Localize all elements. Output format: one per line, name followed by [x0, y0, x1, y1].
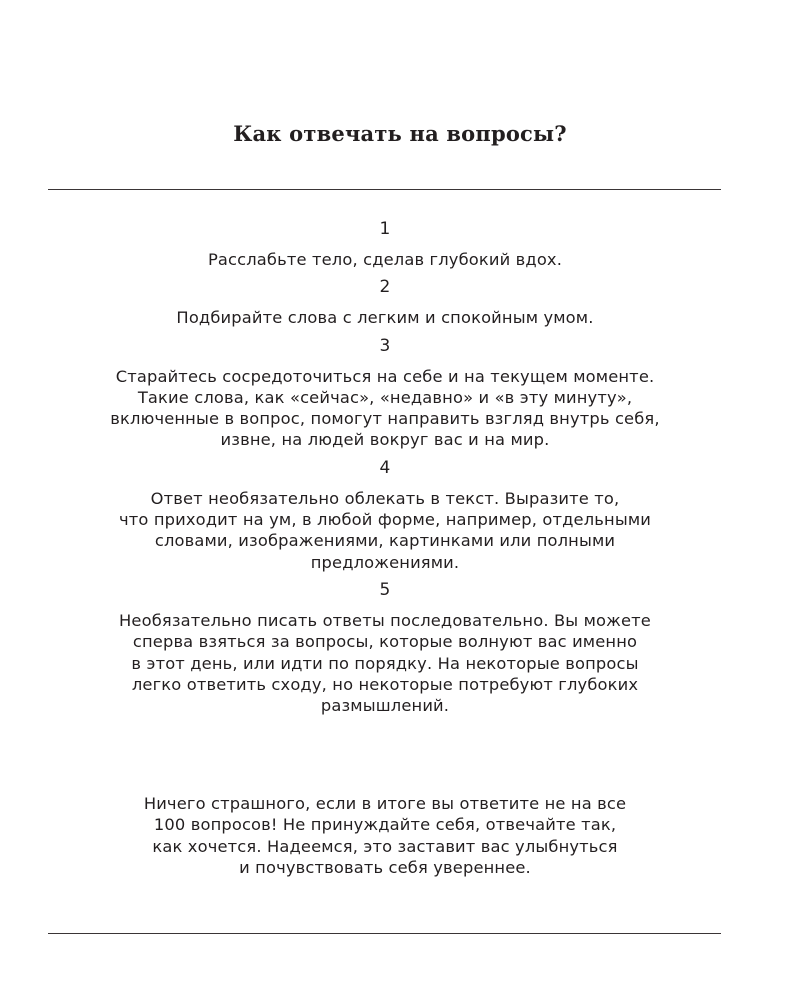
step-text: Необязательно писать ответы последовательно. Вы можете сперва взяться за вопросы, которые волнуют вас именно в этот день, или идти по порядку. На некоторые вопросы легко ответить сходу, но некоторые потребуют глубоких размышлений. — [119, 610, 651, 716]
step-text: Подбирайте слова с легким и спокойным умом. — [176, 308, 594, 328]
step-number: 2 — [379, 277, 391, 298]
step-item — [40, 276, 730, 328]
closing-paragraph: Ничего страшного, если в итоге вы ответите не на все 100 вопросов! Не принуждайте себя, отвечайте так, как хочется. Надеемся, это заставит вас улыбнуться и почувствовать себя увереннее. — [143, 794, 627, 877]
step-item — [40, 335, 730, 451]
page-title: Как отвечать на вопросы? — [233, 121, 567, 146]
steps-list — [40, 218, 730, 722]
step-number: 3 — [379, 335, 391, 356]
step-number: 5 — [379, 579, 391, 600]
step-item — [40, 457, 730, 573]
top-divider — [48, 189, 721, 190]
bottom-divider — [48, 933, 721, 934]
step-text: Ответ необязательно облекать в текст. Выразите то, что приходит на ум, в любой форме, например, отдельными словами, изображениями, картинками или полными предложениями. — [119, 488, 651, 572]
step-item — [40, 579, 730, 716]
step-text: Расслабьте тело, сделав глубокий вдох. — [207, 250, 563, 269]
step-item — [40, 218, 730, 270]
step-number: 1 — [379, 219, 391, 239]
step-text: Старайтесь сосредоточиться на себе и на текущем моменте. Такие слова, как «сейчас», «недавно» и «в эту минуту», включенные в вопрос, помогут направить взгляд внутрь себя, извне, на людей вокруг вас и на мир. — [110, 366, 660, 450]
step-number: 4 — [379, 457, 391, 478]
